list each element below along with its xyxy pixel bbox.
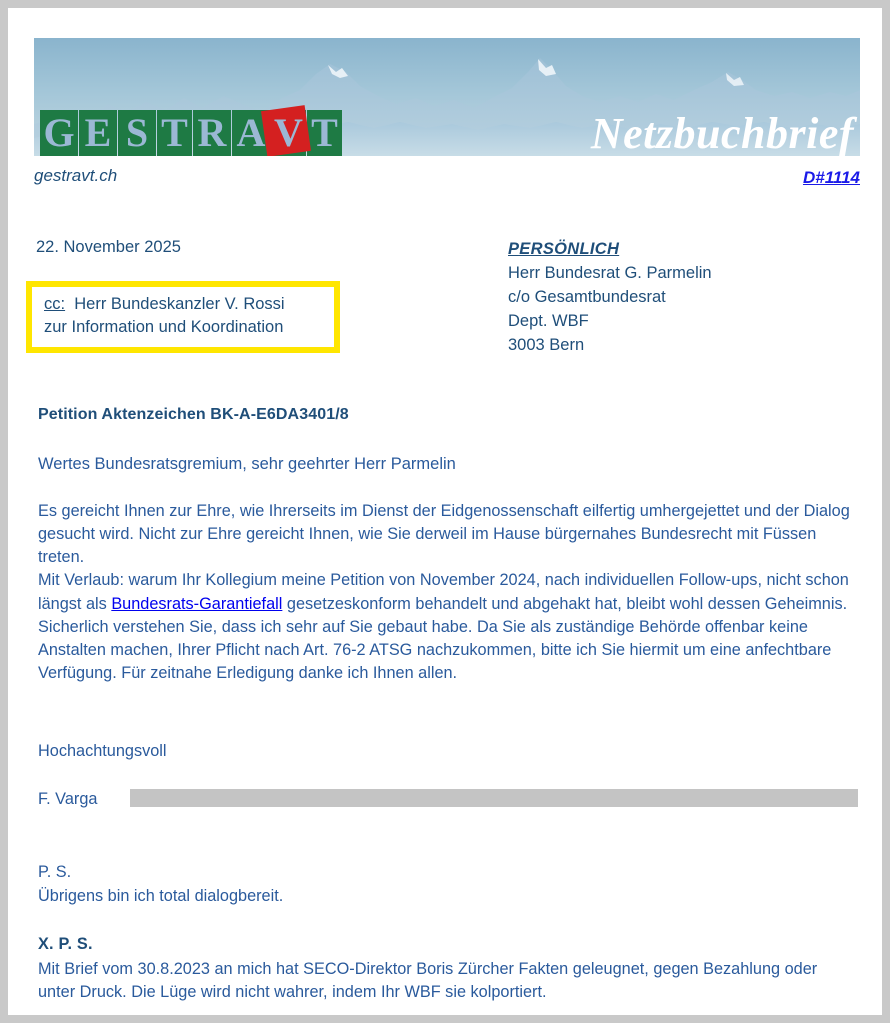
gestravt-logo (40, 110, 342, 156)
logo-glyph: G (43, 110, 75, 155)
extra-postscript-block (38, 933, 854, 1004)
letter-date: 22. November 2025 (36, 238, 181, 256)
postscript-block (38, 861, 283, 908)
postscript-label: P. S. (38, 863, 72, 881)
site-url: gestravt.ch (34, 166, 118, 185)
logo-glyph: R (197, 110, 227, 155)
signature-name: F. Varga (38, 790, 98, 808)
logo-letter-v-accent (271, 110, 306, 156)
logo-glyph: E (84, 110, 112, 155)
salutation: Wertes Bundesratsgremium, sehr geehrter Herr Parmelin (38, 455, 456, 473)
body-paragraph-2 (38, 569, 854, 615)
header-banner (34, 38, 860, 156)
extra-postscript-text: Mit Brief vom 30.8.2023 an mich hat SECO-Direktor Boris Zürcher Fakten geleugnet, gegen Bezahlung oder unter Druck. Die Lüge wird nicht wahrer, indem Ihr WBF sie kolportiert. (38, 960, 818, 1002)
signature-redaction-bar (130, 789, 858, 807)
cc-label: cc: (44, 295, 66, 313)
extra-postscript-label: X. P. S. (38, 935, 93, 953)
cc-highlight-box (26, 281, 340, 353)
logo-letter-e (79, 110, 117, 156)
address-line: c/o Gesamtbundesrat (508, 287, 666, 306)
paragraph-2-text-after: gesetzeskonform behandelt und abgehakt hat, bleibt wohl dessen Geheimnis. (282, 594, 848, 613)
bundesrats-garantiefall-link[interactable]: Bundesrats-Garantiefall (111, 594, 283, 613)
cc-note: zur Information und Koordination (44, 317, 284, 336)
subject-line: Petition Aktenzeichen BK-A-E6DA3401/8 (38, 406, 349, 423)
logo-letter-g (40, 110, 78, 156)
postscript-text: Übrigens bin ich total dialogbereit. (38, 886, 284, 905)
document-reference-link[interactable]: D#1114 (802, 168, 860, 187)
address-personal-marker: PERSÖNLICH (508, 240, 620, 258)
logo-glyph: T (311, 110, 338, 155)
logo-letter-a (232, 110, 270, 156)
address-line: Dept. WBF (508, 311, 589, 330)
publication-title: Netzbuchbrief (590, 109, 854, 156)
closing-line: Hochachtungsvoll (38, 742, 167, 760)
logo-letter-r (193, 110, 231, 156)
letter-body (38, 500, 854, 685)
address-line: 3003 Bern (508, 335, 585, 354)
logo-letter-t1 (157, 110, 192, 156)
cc-recipient-line (44, 293, 324, 316)
cc-recipient: Herr Bundeskanzler V. Rossi (74, 295, 285, 313)
address-line: Herr Bundesrat G. Parmelin (508, 263, 712, 282)
paragraph-2-text-before: Mit Verlaub: warum Ihr Kollegium meine Petition von November 2024, nach individuellen Follow-ups, nicht schon längst als (38, 571, 849, 613)
logo-glyph: T (161, 110, 188, 155)
logo-letter-s (118, 110, 156, 156)
logo-glyph: S (125, 110, 149, 155)
body-paragraph-1: Es gereicht Ihnen zur Ehre, wie Ihrerseits im Dienst der Eidgenossenschaft eilfertig umhergejettet und der Dialog gesucht wird. Nicht zur Ehre gereicht Ihnen, wie Sie derweil im Hause bürgernahes Bundesrecht mit Füssen treten. (38, 502, 850, 567)
logo-letter-t2 (307, 110, 342, 156)
recipient-address-block (508, 238, 712, 358)
letter-page (8, 8, 882, 1015)
logo-glyph: A (236, 110, 266, 155)
logo-glyph: V (274, 110, 303, 155)
body-paragraph-3: Sicherlich verstehen Sie, dass ich sehr auf Sie gebaut habe. Da Sie als zuständige Behörde offenbar keine Anstalten machen, Ihrer Pflicht nach Art. 76-2 ATSG nachzukommen, bitte ich Sie hiermit um eine anfechtbare Verfügung. Für zeitnahe Erledigung danke ich Ihnen allen. (38, 617, 832, 682)
